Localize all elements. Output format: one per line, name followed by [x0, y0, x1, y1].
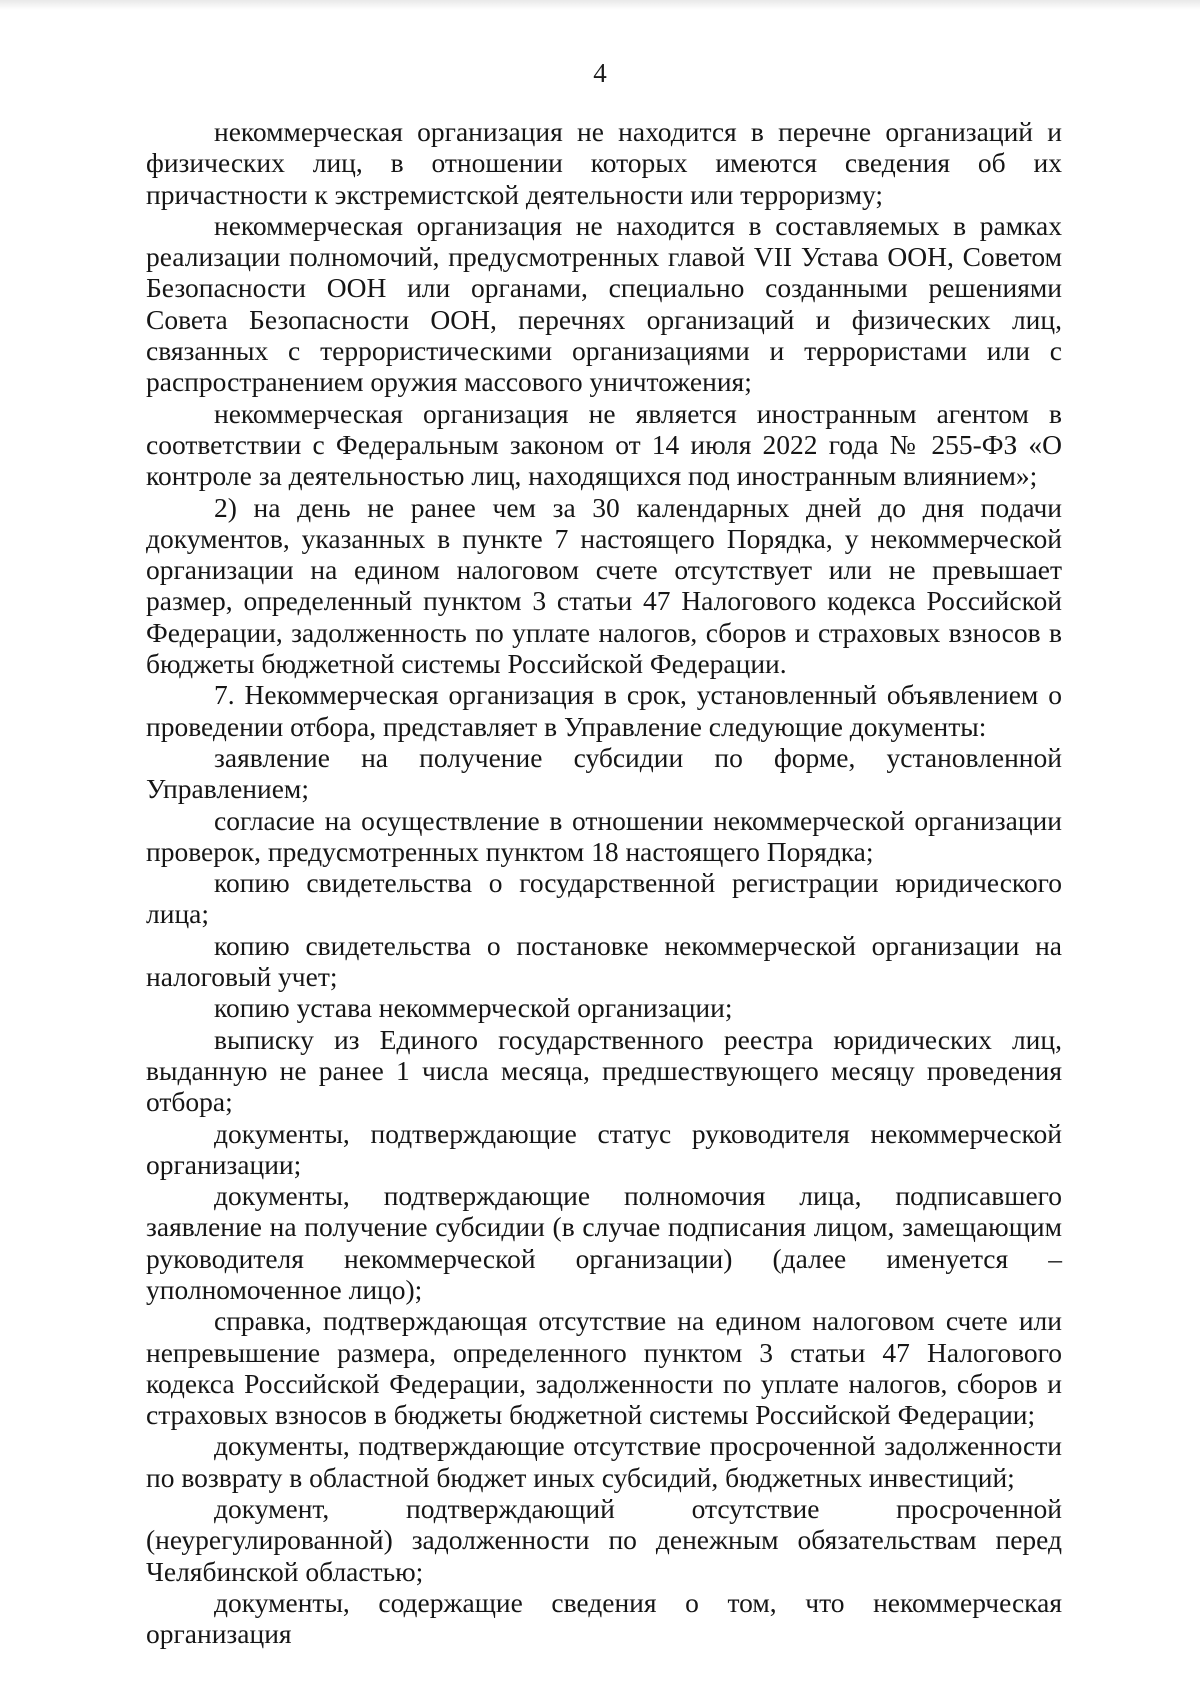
paragraph: некоммерческая организация не находится в перечне организаций и физических лиц, в отношении которых имеются сведения об их причастности к экстремистской деятельности или терроризму; [146, 116, 1062, 210]
paragraph: выписку из Единого государственного реестра юридических лиц, выданную не ранее 1 числа месяца, предшествующего месяцу проведения отбора; [146, 1023, 1062, 1118]
paragraph: копию свидетельства о государственной регистрации юридического лица; [146, 867, 1062, 930]
paragraph: копию устава некоммерческой организации; [214, 992, 733, 1024]
paragraph: документы, подтверждающие статус руководителя некоммерческой организации; [146, 1117, 1062, 1180]
page-number: 4 [593, 58, 607, 88]
paragraph: некоммерческая организация не находится в составляемых в рамках реализации полномочий, предусмотренных главой VII Устава ООН, Советом Безопасности ООН или органами, специально созданными решениями Совета Безопасности ООН, перечнях организаций и физических лиц, связанных с террористическими организациями и террористами или с распространением оружия массового уничтожения; [146, 209, 1062, 398]
paragraph: 2) на день не ранее чем за 30 календарных дней до дня подачи документов, указанных в пункте 7 настоящего Порядка, у некоммерческой организации на едином налоговом счете отсутствует или не превышает размер, определенный пунктом 3 статьи 47 Налогового кодекса Российской Федерации, задолженность по уплате налогов, сборов и страховых взносов в бюджеты бюджетной системы Российской Федерации. [146, 491, 1062, 680]
paragraph: заявление на получение субсидии по форме, установленной Управлением; [146, 741, 1062, 805]
paragraph: 7. Некоммерческая организация в срок, установленный объявлением о проведении отбора, представляет в Управление следующие документы: [146, 679, 1062, 742]
paragraph: справка, подтверждающая отсутствие на едином налоговом счете или непревышение размера, определенного пунктом 3 статьи 47 Налогового кодекса Российской Федерации, задолженности по уплате налогов, сборов и страховых взносов в бюджеты бюджетной системы Российской Федерации; [146, 1305, 1062, 1431]
paragraph: документы, подтверждающие отсутствие просроченной задолженности по возврату в областной бюджет иных субсидий, бюджетных инвестиций; [146, 1430, 1062, 1493]
document-body [146, 116, 1062, 1650]
paragraph: документы, содержащие сведения о том, что некоммерческая организация [146, 1586, 1062, 1650]
paragraph: документ, подтверждающий отсутствие просроченной (неурегулированной) задолженности по денежным обязательствам перед Челябинской областью; [146, 1493, 1062, 1587]
paragraph: копию свидетельства о постановке некоммерческой организации на налоговый учет; [146, 929, 1062, 993]
paragraph: некоммерческая организация не является иностранным агентом в соответствии с Федеральным законом от 14 июля 2022 года № 255-ФЗ «О контроле за деятельностью лиц, находящихся под иностранным влиянием»; [146, 397, 1062, 492]
scan-edge [0, 0, 1200, 10]
paragraph: согласие на осуществление в отношении некоммерческой организации проверок, предусмотренных пунктом 18 настоящего Порядка; [146, 804, 1062, 867]
paragraph: документы, подтверждающие полномочия лица, подписавшего заявление на получение субсидии (в случае подписания лицом, замещающим руководителя некоммерческой организации) (далее именуется – уполномоченное лицо); [146, 1180, 1062, 1305]
